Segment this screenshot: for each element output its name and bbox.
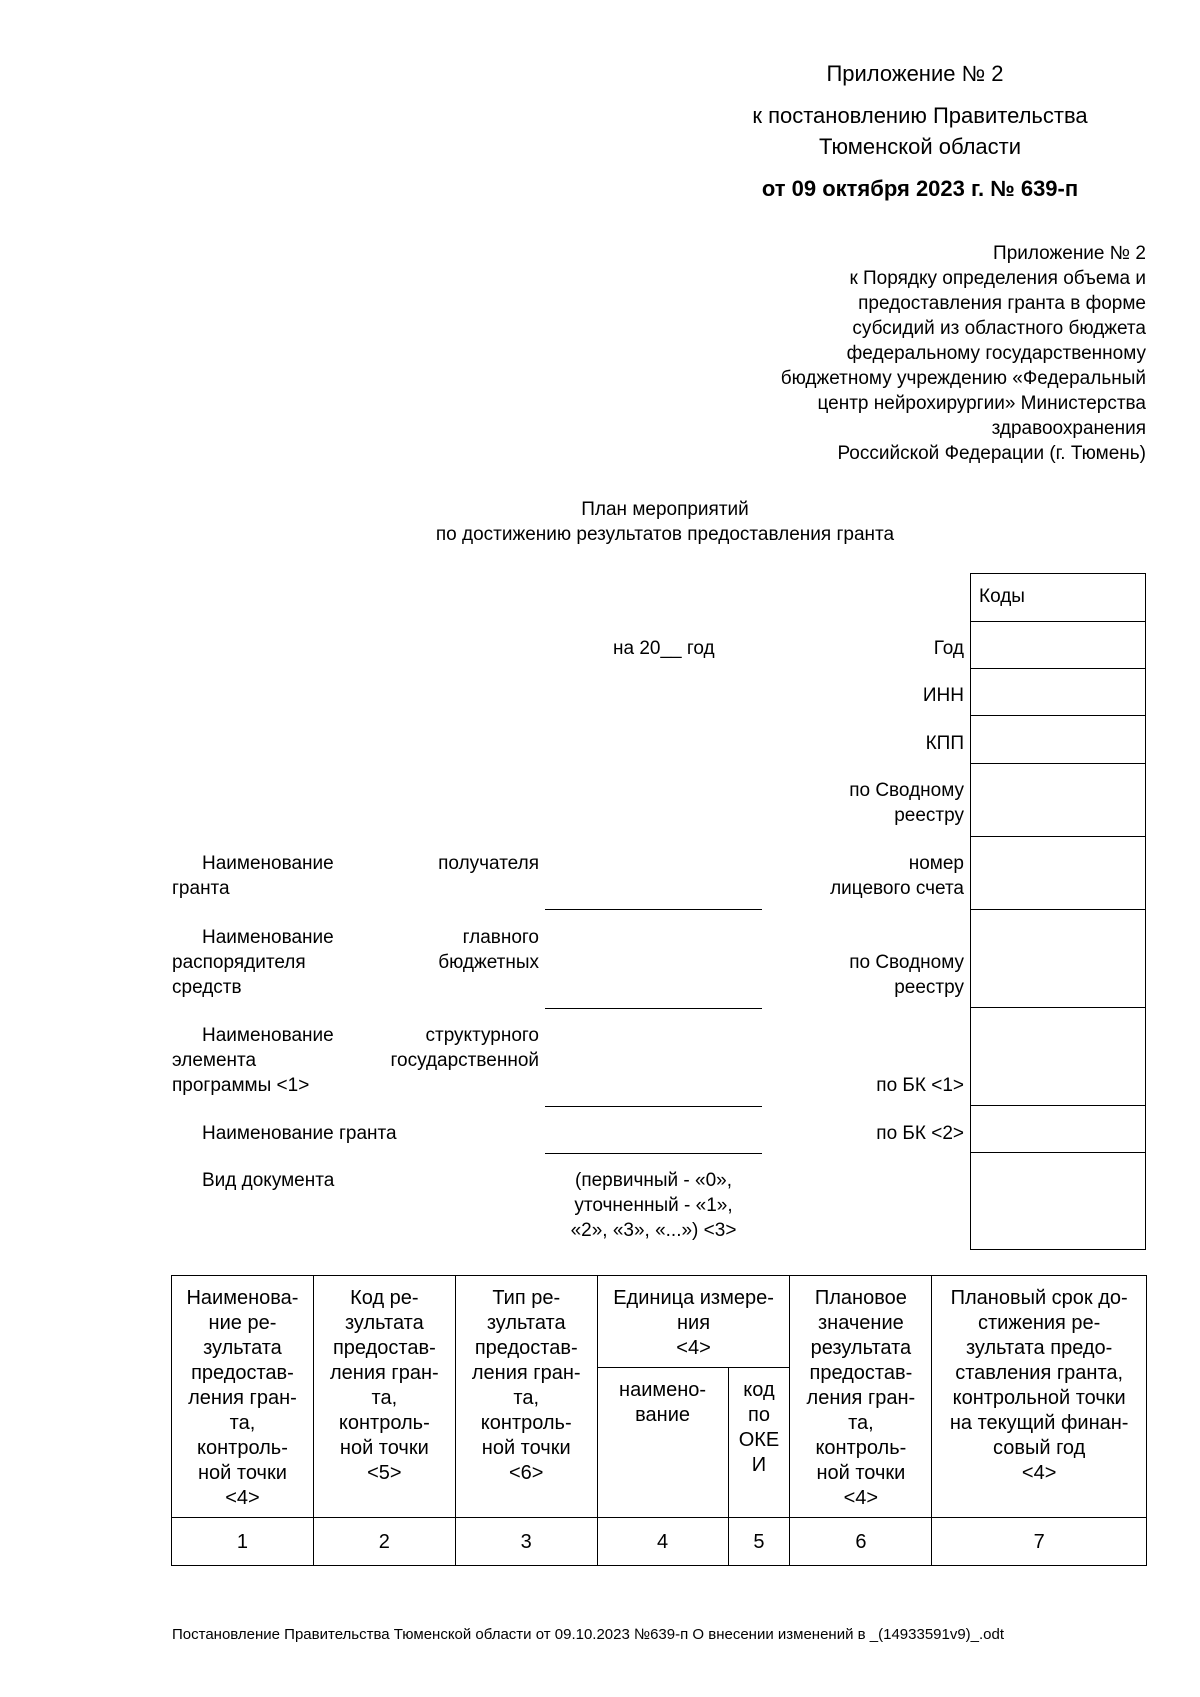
doc-title (330, 497, 1000, 547)
appendix-line: Приложение № 2 (993, 243, 1146, 264)
header-unit-name: наимено- вание (597, 1368, 728, 1518)
header-plan-deadline: Плановый срок до- стижения ре- зультата предо- ставления гранта, контрольной точки на текущий финан- совый год <4> (932, 1276, 1147, 1518)
header-plan-value: Плановое значение результата предостав- ления гран- та, контроль- ной точки <4> (790, 1276, 932, 1518)
appendix-line: к Порядку определения объема и (849, 268, 1146, 289)
code-label-bk1: по БК <1> (876, 1075, 964, 1096)
header-unit-code: код по ОКЕ И (728, 1368, 790, 1518)
field-recipient-word: гранта (172, 878, 230, 899)
appendix-line: бюджетному учреждению «Федеральный (780, 368, 1146, 389)
results-table (171, 1275, 1147, 1566)
codes-box (970, 573, 1146, 1250)
appendix-line: здравоохранения (991, 418, 1146, 439)
header-region: Тюменской области (818, 134, 1022, 159)
code-label-year: Год (933, 638, 964, 659)
code-label-bk2: по БК <2> (876, 1123, 964, 1144)
codes-title: Коды (979, 586, 1025, 607)
code-label-registry-2 (849, 950, 964, 1000)
field-manager (172, 925, 539, 1000)
code-label-registry-line2: реестру (894, 805, 964, 826)
field-program-word: государственной (390, 1050, 539, 1071)
field-program-word: программы <1> (172, 1075, 310, 1096)
code-label-account-line2: лицевого счета (830, 878, 964, 899)
field-program-word: структурного (425, 1025, 539, 1046)
appendix-line: федеральному государственному (846, 343, 1146, 364)
col-number: 3 (455, 1518, 597, 1566)
header-to-resolution: к постановлению Правительства (752, 103, 1088, 128)
field-manager-word: главного (462, 927, 539, 948)
code-label-registry-line1: по Сводному (849, 780, 964, 801)
page-footer: Постановление Правительства Тюменской области от 09.10.2023 №639-п О внесении изменений в _(14933591v9)_.odt (172, 1626, 1005, 1643)
appendix-line: предоставления гранта в форме (858, 293, 1146, 314)
field-recipient (172, 851, 539, 901)
header-appendix-no: Приложение № 2 (826, 61, 1004, 86)
field-recipient-underline[interactable] (545, 909, 762, 910)
code-label-registry (849, 778, 964, 828)
code-label-inn: ИНН (922, 685, 964, 706)
header-result-type: Тип ре- зультата предостав- ления гран- та, контроль- ной точки <6> (455, 1276, 597, 1518)
field-grant-name: Наименование гранта (202, 1123, 397, 1144)
col-number: 7 (932, 1518, 1147, 1566)
field-doc-type: Вид документа (202, 1170, 335, 1191)
doc-title-line2: по достижению результатов предоставления гранта (435, 524, 895, 545)
field-manager-word: средств (172, 977, 242, 998)
appendix-line: субсидий из областного бюджета (852, 318, 1146, 339)
field-manager-word: Наименование (202, 927, 334, 948)
field-doc-type-note (545, 1168, 762, 1243)
header-unit: Единица измере- ния <4> (597, 1276, 790, 1368)
field-program (172, 1023, 539, 1098)
doc-type-note-line: уточненный - «1», (574, 1195, 733, 1216)
col-number: 5 (728, 1518, 790, 1566)
code-label-kpp: КПП (925, 733, 964, 754)
header-date-number: от 09 октября 2023 г. № 639-п (761, 176, 1079, 201)
field-manager-word: бюджетных (438, 952, 539, 973)
field-program-word: элемента (172, 1050, 257, 1071)
field-program-underline[interactable] (545, 1106, 762, 1107)
header-result-code: Код ре- зультата предостав- ления гран- та, контроль- ной точки <5> (313, 1276, 455, 1518)
code-label-account-line1: номер (908, 853, 964, 874)
col-number: 2 (313, 1518, 455, 1566)
header-result-name: Наименова- ние ре- зультата предостав- ления гран- та, контроль- ной точки <4> (172, 1276, 314, 1518)
field-recipient-word: получателя (438, 853, 539, 874)
field-recipient-word: Наименование (202, 853, 334, 874)
col-number: 4 (597, 1518, 728, 1566)
field-program-word: Наименование (202, 1025, 334, 1046)
appendix-line: центр нейрохирургии» Министерства (817, 393, 1146, 414)
field-grant-underline[interactable] (545, 1153, 762, 1154)
doc-type-note-line: «2», «3», «...») <3> (570, 1220, 737, 1241)
field-manager-word: распорядителя (172, 952, 306, 973)
code-label-account (830, 851, 964, 901)
appendix-block (626, 241, 1146, 466)
col-number: 1 (172, 1518, 314, 1566)
code-label-registry2-line2: реестру (894, 977, 964, 998)
year-label: на 20__ год (613, 638, 715, 659)
doc-title-line1: План мероприятий (581, 499, 749, 520)
code-label-registry2-line1: по Сводному (849, 952, 964, 973)
field-manager-underline[interactable] (545, 1008, 762, 1009)
col-number: 6 (790, 1518, 932, 1566)
doc-type-note-line: (первичный - «0», (575, 1170, 732, 1191)
appendix-line: Российской Федерации (г. Тюмень) (837, 443, 1146, 464)
